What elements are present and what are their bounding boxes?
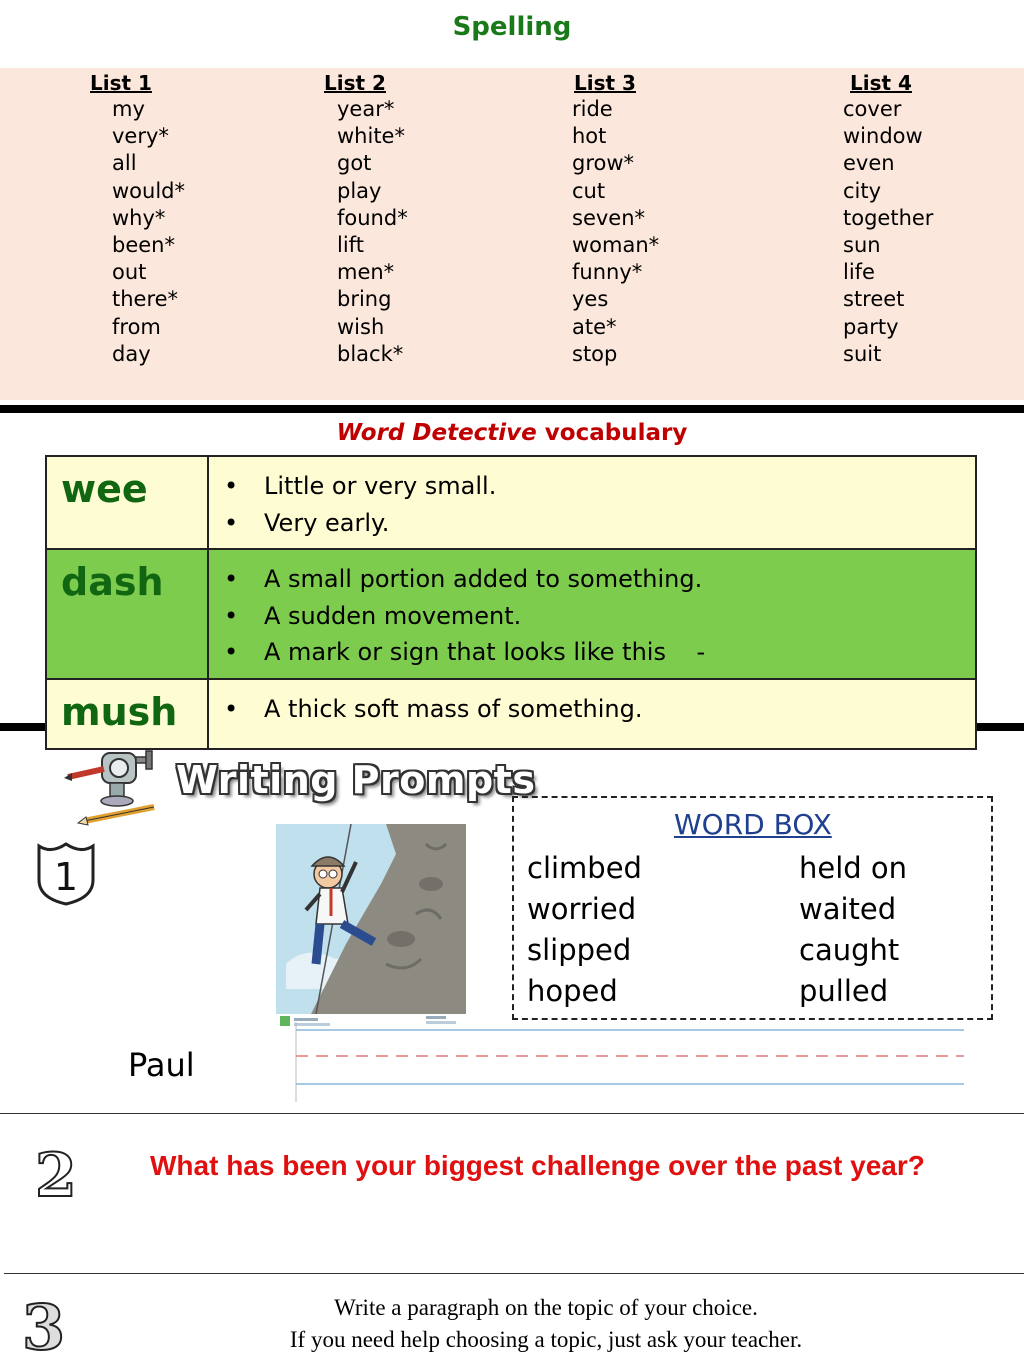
word-box-word: pulled	[799, 974, 889, 1008]
section-divider	[0, 405, 1024, 413]
list-words	[843, 96, 933, 368]
vocab-row	[46, 456, 976, 549]
prompt-2-question: What has been your biggest challenge over the past year?	[150, 1150, 925, 1181]
list-word: got	[337, 151, 372, 176]
list-word: bring	[337, 287, 392, 312]
climber-illustration	[276, 824, 466, 1030]
vocab-row	[46, 679, 976, 749]
spelling-title: Spelling	[452, 12, 572, 42]
list-word: very*	[112, 124, 169, 149]
list-word: woman*	[572, 233, 660, 258]
word-box-word: slipped	[527, 933, 632, 967]
list-word: party	[843, 314, 899, 339]
list-word: my	[112, 97, 145, 121]
list-word: from	[112, 314, 161, 339]
definition-item: • Very early.	[264, 505, 974, 542]
section-divider	[4, 1273, 1024, 1274]
spelling-list-1	[90, 70, 185, 368]
word-box-column-right	[799, 848, 907, 1012]
vocab-definitions	[208, 549, 976, 679]
vocab-title	[0, 420, 1024, 446]
word-box-column-left	[527, 848, 642, 1012]
list-word: stop	[572, 341, 618, 366]
list-word: funny*	[572, 260, 643, 285]
definition-item: • Little or very small.	[264, 468, 974, 505]
vocab-word: dash	[46, 549, 208, 679]
word-box-word: climbed	[527, 851, 642, 885]
list-word: window	[843, 124, 923, 149]
list-word: out	[112, 260, 147, 285]
list-word: life	[843, 260, 875, 285]
vocab-word: mush	[46, 679, 208, 749]
list-word: cut	[572, 178, 606, 203]
list-word: together	[843, 205, 934, 230]
word-box-title: WORD BOX	[674, 808, 832, 841]
definition-item: • A thick soft mass of something.	[264, 691, 974, 728]
list-word: city	[843, 178, 882, 203]
definition-item: • A mark or sign that looks like this -	[264, 634, 974, 671]
list-word: cover	[843, 97, 902, 121]
list-word: men*	[337, 260, 395, 285]
list-word: ate*	[572, 314, 617, 339]
prompt-number: 1	[53, 855, 79, 899]
list-word: sun	[843, 233, 881, 258]
list-word: suit	[843, 341, 882, 366]
list-word: wish	[337, 314, 385, 339]
word-box-word: waited	[799, 892, 897, 926]
list-word: been*	[112, 233, 175, 258]
number-2-icon	[33, 1144, 83, 1202]
list-words	[112, 96, 185, 368]
number-1-shield-icon	[35, 840, 97, 908]
prompt-3-help: If you need help choosing a topic, just ask your teacher.	[289, 1327, 803, 1352]
definition-item: • A sudden movement.	[264, 598, 974, 635]
vocab-title-italic: Word Detective	[336, 420, 537, 446]
list-heading: List 3	[574, 71, 636, 95]
spelling-list-4	[843, 70, 934, 368]
vocab-table	[45, 455, 977, 750]
vocab-definitions	[208, 679, 976, 749]
list-words	[337, 96, 408, 368]
spelling-list-2	[324, 70, 408, 368]
prompt-3-instruction: Write a paragraph on the topic of your choice.	[334, 1295, 758, 1320]
writing-prompts-title: Writing Prompts	[176, 758, 536, 802]
definition-item: • A small portion added to something.	[264, 561, 974, 598]
list-word: hot	[572, 124, 607, 149]
vocab-word: wee	[46, 456, 208, 549]
prompt-number: 3	[22, 1293, 66, 1355]
sentence-starter: Paul	[128, 1046, 195, 1084]
vocab-row	[46, 549, 976, 679]
word-box	[512, 796, 993, 1020]
vocab-definitions	[208, 456, 976, 549]
list-words	[572, 96, 659, 368]
list-word: there*	[112, 287, 179, 312]
word-box-word: hoped	[527, 974, 618, 1008]
list-word: day	[112, 341, 151, 366]
list-word: all	[112, 151, 137, 176]
list-word: would*	[112, 178, 185, 203]
list-heading: List 2	[324, 71, 386, 95]
list-word: even	[843, 151, 895, 176]
word-box-word: held on	[799, 851, 908, 885]
spelling-list-3	[574, 70, 659, 368]
list-heading: List 4	[850, 71, 912, 95]
handwriting-lines[interactable]	[294, 1022, 966, 1102]
list-word: ride	[572, 97, 613, 121]
vocab-title-rest: vocabulary	[536, 420, 688, 446]
list-word: year*	[337, 97, 395, 121]
prompt-number: 2	[35, 1144, 77, 1202]
list-word: why*	[112, 205, 166, 230]
list-word: lift	[337, 233, 364, 258]
word-box-word: worried	[527, 892, 637, 926]
pencil-sharpener-icon	[62, 745, 162, 827]
list-word: found*	[337, 205, 408, 230]
list-word: yes	[572, 287, 609, 312]
list-word: grow*	[572, 151, 635, 176]
word-box-word: caught	[799, 933, 900, 967]
list-heading: List 1	[90, 71, 152, 95]
list-word: white*	[337, 124, 405, 149]
list-word: seven*	[572, 205, 646, 230]
list-word: black*	[337, 341, 404, 366]
list-word: street	[843, 287, 905, 312]
section-divider	[0, 1113, 1024, 1114]
list-word: play	[337, 178, 382, 203]
